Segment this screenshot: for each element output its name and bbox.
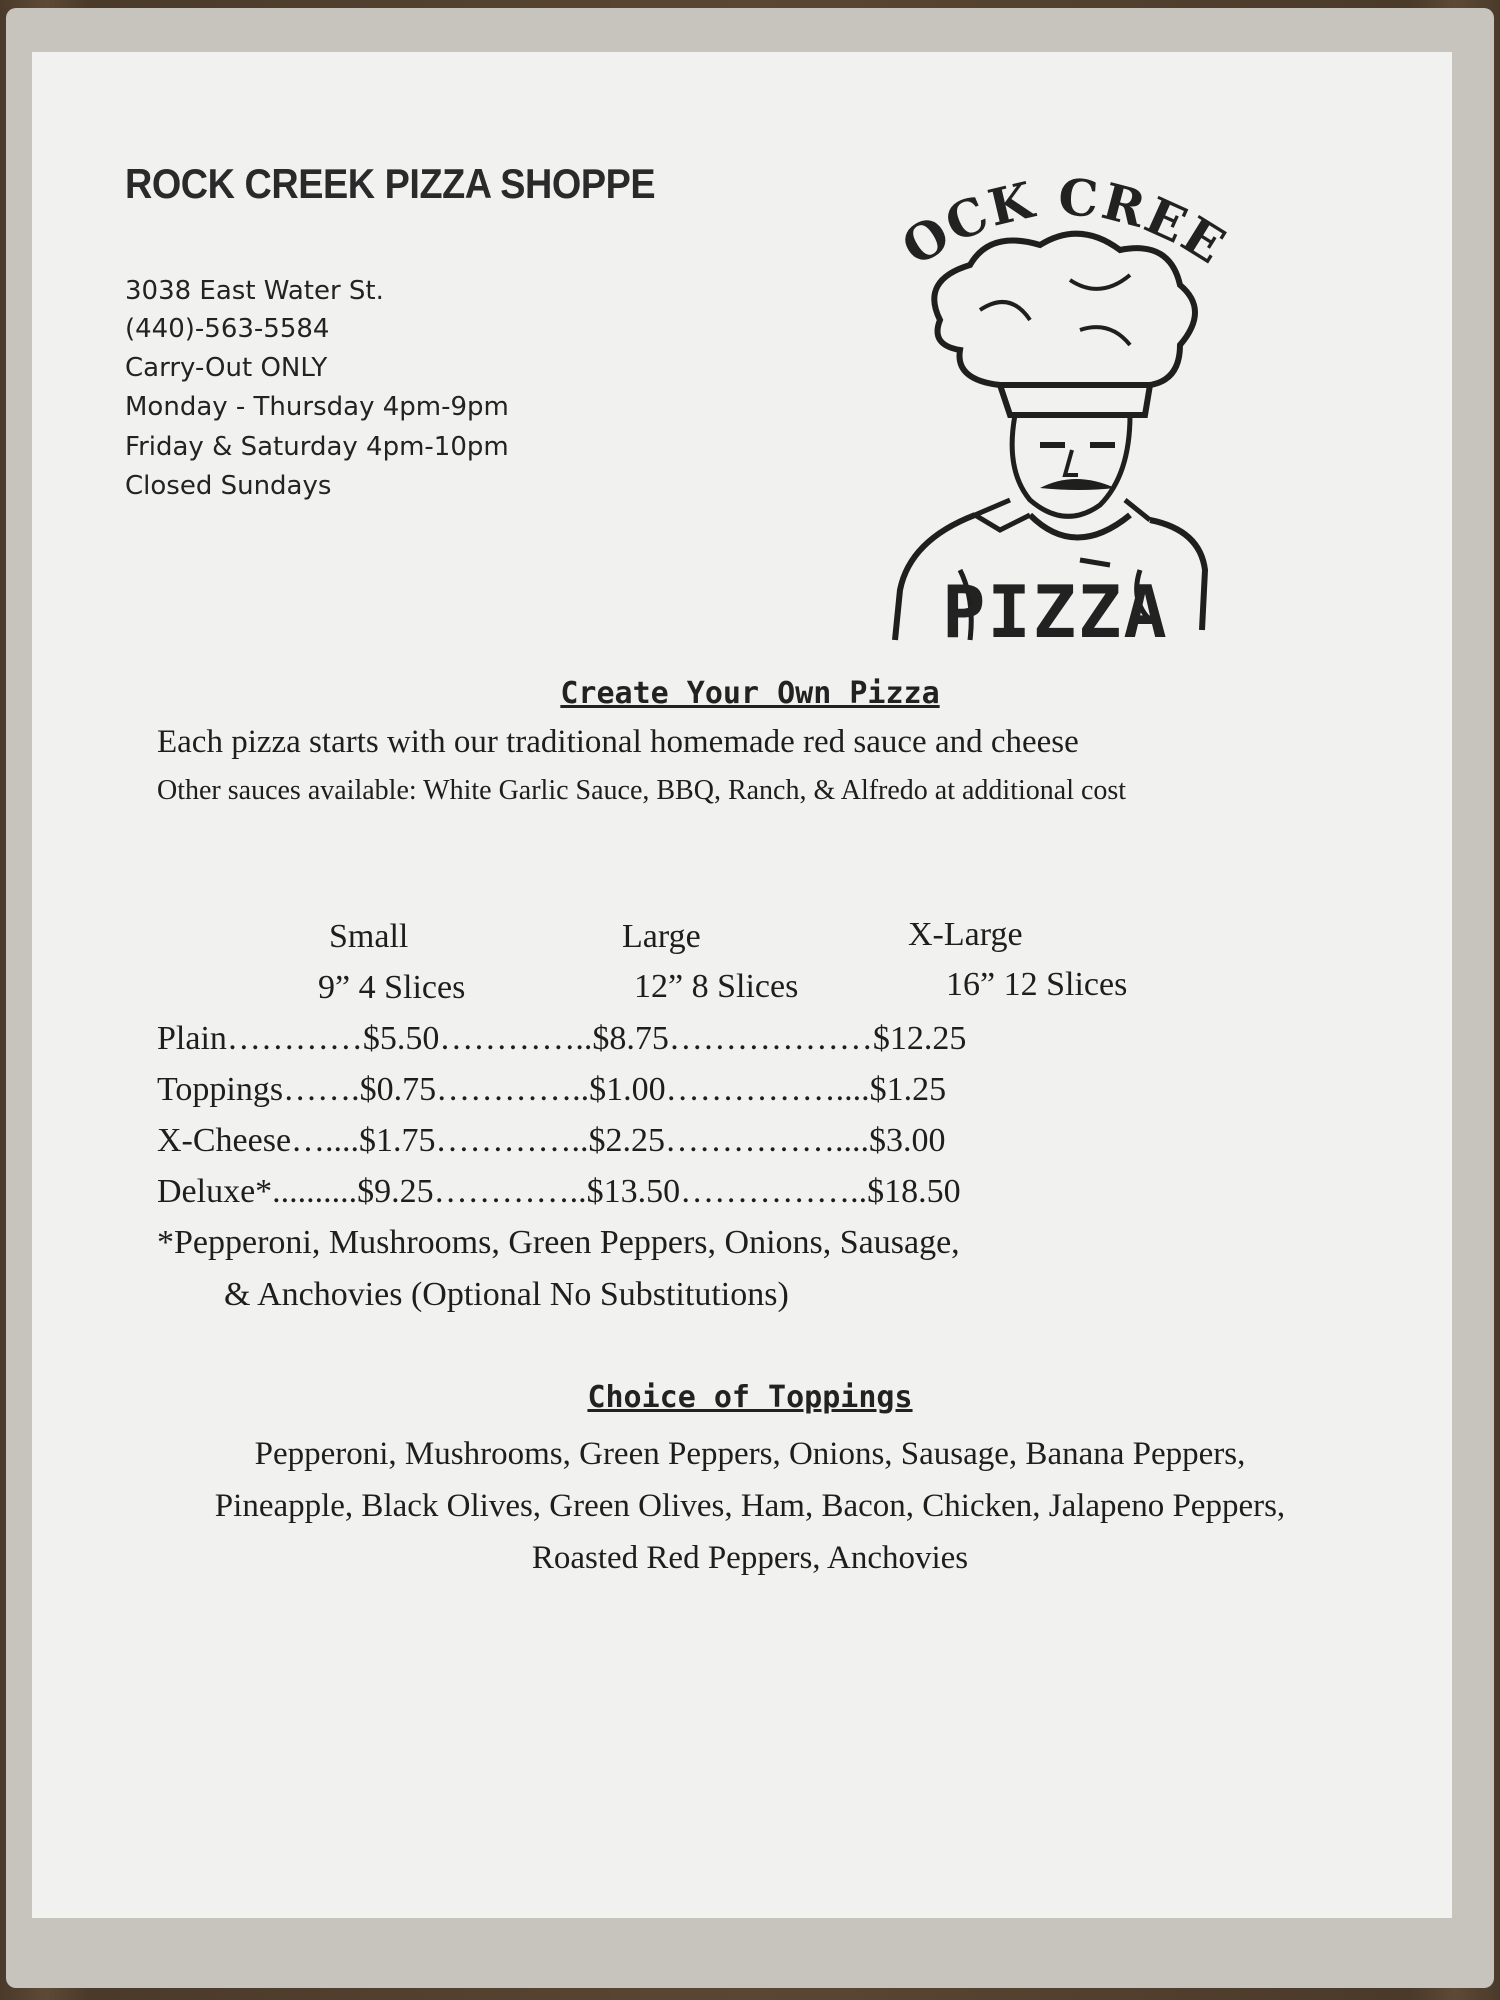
size-large: Large bbox=[622, 918, 701, 955]
hours-weekend: Friday & Saturday 4pm-10pm bbox=[125, 432, 509, 462]
logo-bottom-text: PIZZA bbox=[942, 570, 1169, 654]
create-pizza-title: Create Your Own Pizza bbox=[560, 676, 940, 711]
deluxe-note-line2: & Anchovies (Optional No Substitutions) bbox=[224, 1276, 789, 1313]
price-row-deluxe: Deluxe*..........$9.25…………..$13.50……………..$18.50 bbox=[157, 1173, 961, 1210]
toppings-list: Pepperoni, Mushrooms, Green Peppers, Onions, Sausage, Banana Peppers, Pineapple, Black Olives, Green Olives, Ham, Bacon, Chicken, Jalapeno Peppers, Roasted Red Peppers, Anchovies bbox=[214, 1436, 1286, 1576]
size-small-detail: 9” 4 Slices bbox=[318, 969, 466, 1006]
pizza-intro: Each pizza starts with our traditional homemade red sauce and cheese bbox=[157, 724, 1079, 760]
rock-creek-pizza-logo bbox=[880, 170, 1250, 654]
price-row-toppings: Toppings…….$0.75…………..$1.00……………....$1.25 bbox=[157, 1071, 947, 1108]
hours-weekday: Monday - Thursday 4pm-9pm bbox=[125, 392, 509, 422]
size-large-detail: 12” 8 Slices bbox=[634, 968, 799, 1005]
sauce-options: Other sauces available: White Garlic Sauce, BBQ, Ranch, & Alfredo at additional cost bbox=[157, 775, 1127, 806]
price-row-plain: Plain…………$5.50…………..$8.75………………$12.25 bbox=[157, 1020, 967, 1057]
size-small: Small bbox=[329, 918, 409, 955]
carryout-note: Carry-Out ONLY bbox=[125, 353, 328, 383]
size-xlarge-detail: 16” 12 Slices bbox=[946, 966, 1128, 1003]
svg-text:ROCK CREEK bbox=[880, 170, 1237, 277]
size-xlarge: X-Large bbox=[908, 916, 1023, 953]
toppings-title: Choice of Toppings bbox=[587, 1380, 913, 1415]
deluxe-note-line1: *Pepperoni, Mushrooms, Green Peppers, Onions, Sausage, bbox=[157, 1224, 960, 1261]
shop-phone: (440)-563-5584 bbox=[125, 314, 330, 344]
closed-note: Closed Sundays bbox=[125, 471, 332, 501]
shop-name: ROCK CREEK PIZZA SHOPPE bbox=[125, 160, 656, 207]
price-row-xcheese: X-Cheese…....$1.75…………..$2.25……………....$3.00 bbox=[157, 1122, 946, 1159]
logo-top-text: OCK CREE bbox=[891, 170, 1237, 278]
shop-address: 3038 East Water St. bbox=[125, 276, 384, 306]
